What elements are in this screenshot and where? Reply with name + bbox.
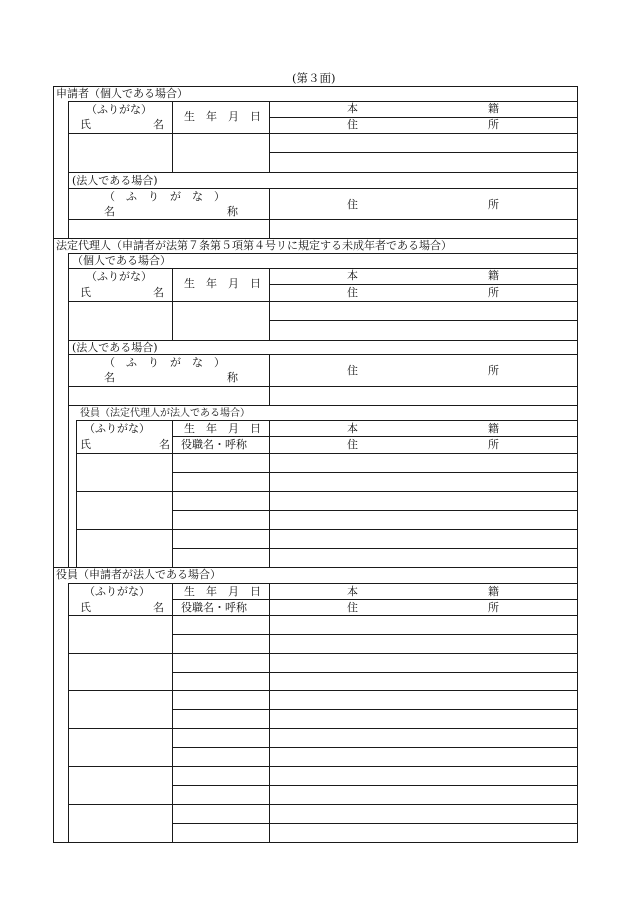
agent-officers-honseki-char: 本 [347,422,358,435]
grid-line [68,188,577,189]
agent-officers-name-char: 氏 [80,438,91,451]
agent-name-char: 氏 [80,286,91,299]
applicant-corp-address-char: 所 [488,198,499,211]
applicant-honseki-char: 本 [347,102,358,115]
applicant-birth-label: 生 年 月 日 [184,110,261,123]
grid-line [76,529,577,530]
grid-line [172,436,577,437]
grid-line [68,101,69,238]
grid-line [76,420,77,568]
agent-corp-name-char: 名 [104,371,115,384]
grid-line [68,386,577,387]
grid-line [172,420,173,568]
agent-officers-honseki-char: 籍 [488,422,499,435]
officers-furigana-label: （ふりがな） [84,585,150,598]
officers-address-char: 住 [347,601,358,614]
grid-line [68,133,577,134]
grid-line [68,690,577,691]
applicant-corp-name-char: 称 [227,205,238,218]
applicant-name-char: 氏 [80,118,91,131]
grid-line [68,728,577,729]
applicant-honseki-char: 籍 [488,102,499,115]
grid-line [172,672,577,673]
grid-line [172,747,577,748]
grid-line [76,491,577,492]
grid-line [68,219,577,220]
applicant-address-char: 住 [347,118,358,131]
agent-officers-birth-label: 生 年 月 日 [184,422,261,435]
grid-line [68,172,577,173]
agent-corp-heading: (法人である場合) [72,341,158,354]
grid-line [269,320,577,321]
grid-line [269,420,270,568]
grid-line [172,709,577,710]
applicant-corp-heading: (法人である場合) [72,174,158,187]
grid-line [68,405,577,406]
frame-line [53,86,54,843]
agent-honseki-char: 本 [347,269,358,282]
grid-line [76,453,577,454]
grid-line [68,301,577,302]
grid-line [269,101,270,172]
agent-name-char: 名 [153,286,164,299]
grid-line [269,354,270,405]
grid-line [172,510,577,511]
applicant-corp-furigana-label: （ ふ り が な ） [104,190,225,203]
grid-line [269,117,577,118]
grid-line [68,583,577,584]
agent-corp-address-char: 住 [347,364,358,377]
grid-line [68,804,577,805]
frame-line [53,842,578,843]
grid-line [269,152,577,153]
grid-line [172,101,173,172]
grid-line [172,268,173,340]
applicant-corp-address-char: 住 [347,198,358,211]
applicant-corp-name-char: 名 [104,205,115,218]
frame-line [577,86,578,843]
officers-name-char: 氏 [80,601,91,614]
grid-line [68,615,577,616]
agent-corp-address-char: 所 [488,364,499,377]
officers-position-label: 役職名・呼称 [181,601,247,614]
applicant-address-char: 所 [488,118,499,131]
applicant-heading: 申請者（個人である場合） [56,87,188,100]
applicant-furigana-label: （ふりがな） [86,103,152,116]
grid-line [68,766,577,767]
agent-address-char: 住 [347,286,358,299]
grid-line [269,268,270,340]
grid-line [269,284,577,285]
agent-officers-name-char: 名 [159,438,170,451]
agent-officers-furigana-label: （ふりがな） [84,422,150,435]
grid-line [68,101,577,102]
grid-line [172,548,577,549]
agent-officers-address-char: 住 [347,438,358,451]
officers-honseki-char: 籍 [488,585,499,598]
agent-birth-label: 生 年 月 日 [184,277,261,290]
grid-line [68,268,577,269]
grid-line [68,653,577,654]
agent-honseki-char: 籍 [488,269,499,282]
officers-name-char: 名 [153,601,164,614]
agent-heading: 法定代理人（申請者が法第７条第５項第４号リに規定する未成年者である場合） [56,239,452,252]
grid-line [172,472,577,473]
agent-officers-position-label: 役職名・呼称 [181,438,247,451]
grid-line [68,354,577,355]
grid-line [172,785,577,786]
grid-line [172,634,577,635]
agent-address-char: 所 [488,286,499,299]
agent-corp-name-char: 称 [227,371,238,384]
grid-line [76,420,577,421]
officers-honseki-char: 本 [347,585,358,598]
agent-corp-furigana-label: （ ふ り が な ） [104,356,225,369]
grid-line [269,188,270,238]
grid-line [172,823,577,824]
grid-line [172,599,577,600]
agent-individual-heading: （個人である場合） [72,254,171,267]
officers-heading: 役員（申請者が法人である場合） [56,568,221,581]
officers-address-char: 所 [488,601,499,614]
page-label: (第３面) [292,71,336,85]
officers-birth-label: 生 年 月 日 [184,585,261,598]
agent-officers-heading: 役員（法定代理人が法人である場合） [80,408,250,419]
agent-officers-address-char: 所 [488,438,499,451]
agent-furigana-label: （ふりがな） [86,270,152,283]
applicant-name-char: 名 [153,118,164,131]
